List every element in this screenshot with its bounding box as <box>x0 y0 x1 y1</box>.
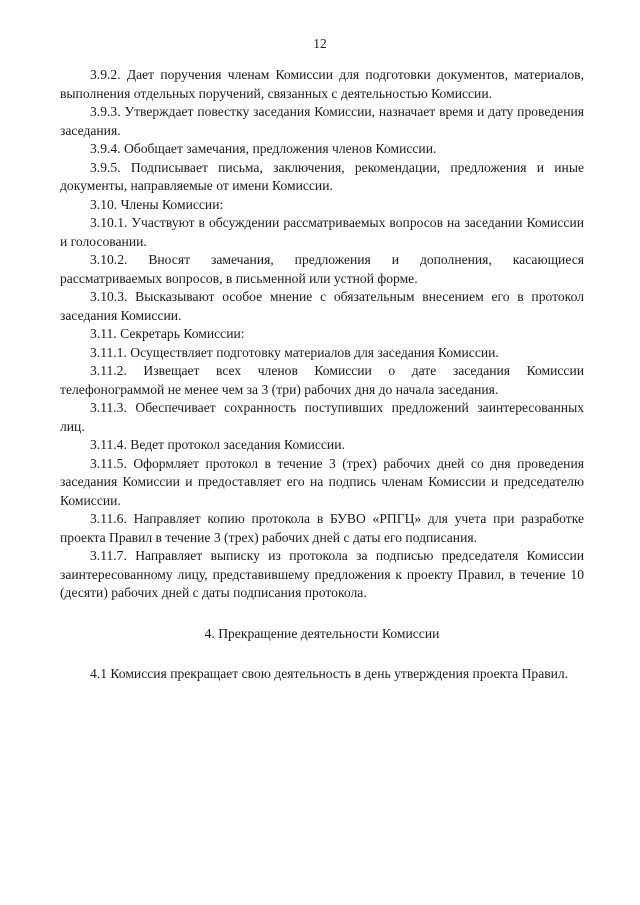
paragraph-3-11-1: 3.11.1. Осуществляет подготовку материалов для заседания Комиссии. <box>90 344 499 360</box>
document-body <box>60 66 584 684</box>
paragraph-4-1: 4.1 Комиссия прекращает свою деятельность в день утверждения проекта Правил. <box>90 666 569 681</box>
paragraph-3-9-2: 3.9.2. Дает поручения членам Комиссии для подготовки документов, материалов, выполнения отдельных поручений, связанных с деятельностью Комиссии. <box>60 67 584 101</box>
paragraph-3-11: 3.11. Секретарь Комиссии: <box>90 326 245 341</box>
paragraph-3-9-5: 3.9.5. Подписывает письма, заключения, рекомендации, предложения и иные документы, направляемые от имени Комиссии. <box>60 159 584 193</box>
paragraph-3-11-6: 3.11.6. Направляет копию протокола в БУВО «РПГЦ» для учета при разработке проекта Правил в течение 3 (трех) рабочих дней с даты его подписания. <box>60 511 584 545</box>
paragraph-3-11-7: 3.11.7. Направляет выписку из протокола за подписью председателя Комиссии заинтересованному лицу, представившему предложения к проекту Правил, в течение 10 (десяти) рабочих дней с даты подписания протокола. <box>60 548 584 600</box>
paragraph-3-10-3: 3.10.3. Высказывают особое мнение с обязательным внесением его в протокол заседания Комиссии. <box>60 289 584 323</box>
paragraph-3-11-3: 3.11.3. Обеспечивает сохранность поступивших предложений заинтересованных лиц. <box>60 400 584 434</box>
paragraph-3-9-3: 3.9.3. Утверждает повестку заседания Комиссии, назначает время и дату проведения заседания. <box>60 104 584 138</box>
paragraph-3-10-2: 3.10.2. Вносят замечания, предложения и дополнения, касающиеся рассматриваемых вопросов, в письменной или устной форме. <box>60 252 584 286</box>
paragraph-3-9-4: 3.9.4. Обобщает замечания, предложения членов Комиссии. <box>90 141 437 156</box>
paragraph-3-11-2: 3.11.2. Извещает всех членов Комиссии о дате заседания Комиссии телефонограммой не менее чем за 3 (три) рабочих дня до начала заседания. <box>60 363 584 397</box>
paragraph-3-10-1: 3.10.1. Участвуют в обсуждении рассматриваемых вопросов на заседании Комиссии и голосовании. <box>60 215 584 249</box>
paragraph-3-11-4: 3.11.4. Ведет протокол заседания Комиссии. <box>90 437 345 452</box>
section-heading: 4. Прекращение деятельности Комиссии <box>204 625 440 641</box>
paragraph-3-11-5: 3.11.5. Оформляет протокол в течение 3 (трех) рабочих дней со дня проведения заседания Комиссии и предоставляет его на подпись членам Комиссии и председателю Комиссии. <box>60 455 584 508</box>
paragraph-3-10: 3.10. Члены Комиссии: <box>90 196 224 212</box>
page-number: 12 <box>313 36 327 51</box>
